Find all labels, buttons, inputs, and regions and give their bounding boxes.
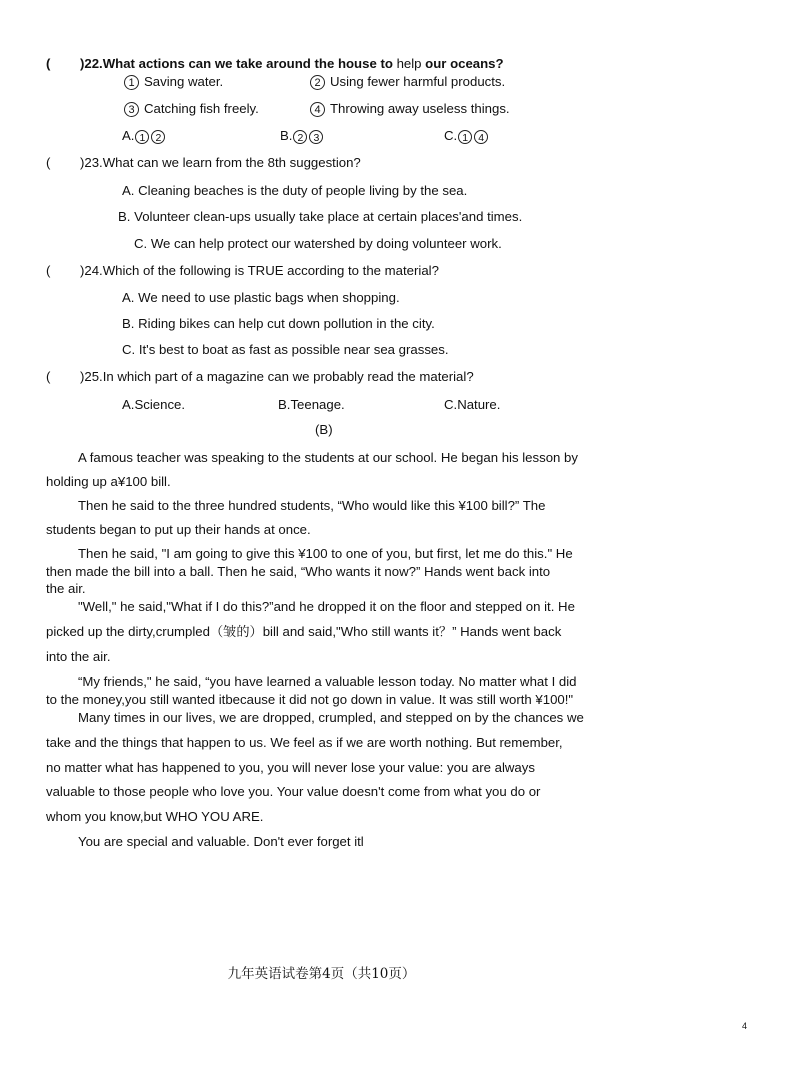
q25-paren: ( <box>46 369 51 384</box>
q22-item-4 <box>310 101 510 117</box>
q22-stem-pre: )22.What actions can we take around the house to <box>80 56 397 71</box>
passage-line: A famous teacher was speaking to the students at our school. He began his lesson by <box>78 450 578 465</box>
q22-choice-a[interactable] <box>122 128 166 144</box>
passage-line: to the money,you still wanted itbecause it did not go down in value. It was still worth ¥100!" <box>46 692 574 707</box>
q24-option-a[interactable]: A. We need to use plastic bags when shopping. <box>122 290 400 305</box>
circled-number-icon: 1 <box>124 75 139 90</box>
q22-item-text: Using fewer harmful products. <box>330 74 506 89</box>
passage-line: students began to put up their hands at once. <box>46 522 311 537</box>
passage-line: picked up the dirty,crumpled（皱的）bill and said,"Who still wants it？” Hands went back <box>46 624 562 639</box>
q24-stem: )24.Which of the following is TRUE according to the material? <box>80 263 439 278</box>
q22-stem-mid: help <box>396 56 422 71</box>
passage-line: valuable to those people who love you. Your value doesn't come from what you do or <box>46 784 541 799</box>
passage-line: You are special and valuable. Don't ever forget itl <box>78 834 364 849</box>
q22-item-1 <box>124 74 223 90</box>
q24-option-c[interactable]: C. It's best to boat as fast as possible near sea grasses. <box>122 342 449 357</box>
q23-option-b[interactable]: B. Volunteer clean-ups usually take place at certain places'and times. <box>118 209 523 224</box>
q22-choice-b[interactable] <box>280 128 324 144</box>
q23-option-a[interactable]: A. Cleaning beaches is the duty of people living by the sea. <box>122 183 468 198</box>
section-b-heading: (B) <box>315 422 333 437</box>
choice-letter: A. <box>122 128 135 143</box>
passage-line: Then he said to the three hundred students, “Who would like this ¥100 bill?” The <box>78 498 546 513</box>
q25-option-a[interactable]: A.Science. <box>122 397 186 412</box>
passage-line: no matter what has happened to you, you will never lose your value: you are always <box>46 760 535 775</box>
circled-number-icon: 1 <box>135 130 149 144</box>
q24-paren: ( <box>46 263 51 278</box>
page-footer: 九年英语试卷第4页（共10页） <box>227 966 416 982</box>
passage-line: Then he said, "I am going to give this ¥100 to one of you, but first, let me do this." He <box>78 546 573 561</box>
q22-stem <box>80 56 504 72</box>
choice-letter: B. <box>280 128 293 143</box>
circled-number-icon: 2 <box>151 130 165 144</box>
circled-number-icon: 1 <box>458 130 472 144</box>
q22-choice-c[interactable] <box>444 128 489 144</box>
circled-number-icon: 3 <box>309 130 323 144</box>
q22-item-text: Throwing away useless things. <box>330 101 510 116</box>
passage-line: holding up a¥100 bill. <box>46 474 171 489</box>
circled-number-icon: 2 <box>310 75 325 90</box>
q25-option-b[interactable]: B.Teenage. <box>278 397 345 412</box>
q23-stem: )23.What can we learn from the 8th suggestion? <box>80 155 361 170</box>
q23-paren: ( <box>46 155 51 170</box>
passage-line: into the air. <box>46 649 111 664</box>
circled-number-icon: 4 <box>474 130 488 144</box>
passage-line: take and the things that happen to us. We feel as if we are worth nothing. But remember, <box>46 735 563 750</box>
q25-option-c[interactable]: C.Nature. <box>444 397 501 412</box>
q22-paren: ( <box>46 56 51 71</box>
q22-item-2 <box>310 74 505 90</box>
choice-letter: C. <box>444 128 458 143</box>
q22-item-text: Catching fish freely. <box>144 101 259 116</box>
q22-item-3 <box>124 101 259 117</box>
passage-line: the air. <box>46 581 86 596</box>
q24-option-b[interactable]: B. Riding bikes can help cut down pollution in the city. <box>122 316 435 331</box>
passage-line: then made the bill into a ball. Then he said, “Who wants it now?” Hands went back into <box>46 564 551 579</box>
page-number: 4 <box>742 1021 748 1031</box>
passage-line: "Well," he said,"What if I do this?”and he dropped it on the floor and stepped on it. He <box>78 599 575 614</box>
passage-line: “My friends," he said, “you have learned a valuable lesson today. No matter what I did <box>78 674 577 689</box>
circled-number-icon: 2 <box>293 130 307 144</box>
circled-number-icon: 4 <box>310 102 325 117</box>
passage-line: whom you know,but WHO YOU ARE. <box>46 809 264 824</box>
circled-number-icon: 3 <box>124 102 139 117</box>
q22-item-text: Saving water. <box>144 74 224 89</box>
q23-option-c[interactable]: C. We can help protect our watershed by doing volunteer work. <box>134 236 502 251</box>
q22-stem-post: our oceans? <box>421 56 504 71</box>
passage-line: Many times in our lives, we are dropped, crumpled, and stepped on by the chances we <box>78 710 584 725</box>
q25-stem: )25.In which part of a magazine can we probably read the material? <box>80 369 474 384</box>
